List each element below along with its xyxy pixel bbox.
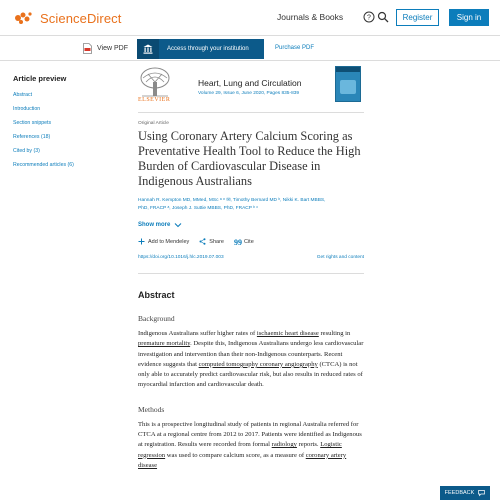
divider xyxy=(138,112,364,113)
show-more-button[interactable] xyxy=(138,222,364,228)
cover-graphic xyxy=(340,80,356,94)
coronary-artery-disease-link[interactable]: coronary artery disease xyxy=(138,451,347,469)
abstract-heading: Abstract xyxy=(138,290,175,300)
register-button[interactable]: Register xyxy=(396,9,439,26)
text-span: . Despite this, Indigenous Australians undergo less cardiovascular investigation and intervention than their non-Indigenous counterparts. Recent evidence suggests that xyxy=(138,340,364,368)
sidebar-title: Article preview xyxy=(13,74,67,83)
sidebar-item-abstract[interactable]: Abstract xyxy=(13,92,33,98)
view-pdf-label: View PDF xyxy=(97,45,128,52)
article-type: Original Article xyxy=(138,121,169,126)
sidebar-item-introduction[interactable]: Introduction xyxy=(13,106,41,112)
author-line[interactable]: Hannah R. Kempton MD, MMed, MSc ᵃ ⁸ ✉, Timothy Bernard MD ᵇ, Nikki K. Bart MBBS, xyxy=(138,198,326,203)
search-icon[interactable] xyxy=(377,11,389,23)
sidebar-item-references[interactable]: References (18) xyxy=(13,134,51,140)
article-toolbar xyxy=(0,37,500,61)
svg-text:?: ? xyxy=(367,14,371,22)
add-to-mendeley-button[interactable] xyxy=(138,238,189,245)
sidebar-item-recommended[interactable]: Recommended articles (6) xyxy=(13,162,74,168)
view-pdf-button[interactable] xyxy=(83,43,128,54)
chevron-down-icon xyxy=(174,222,182,228)
logistic-regression-link[interactable]: Logistic regression xyxy=(138,441,342,459)
text-span: resulting in xyxy=(318,330,351,337)
purchase-pdf-link[interactable]: Purchase PDF xyxy=(275,45,315,51)
pdf-icon xyxy=(83,43,92,54)
svg-text:99: 99 xyxy=(233,238,242,247)
journals-books-link[interactable]: Journals & Books xyxy=(277,12,344,22)
ischaemic-heart-disease-link[interactable]: ischaemic heart disease xyxy=(256,330,319,337)
journal-header xyxy=(138,66,364,112)
signin-button[interactable]: Sign in xyxy=(449,9,489,26)
text-span: This is a prospective longitudinal study of patients in regional Australia referred for CTCA at a regional centre from 2012 to 2017. Patients were identified as Indigenous at registration. Results were recorded from formal xyxy=(138,420,362,449)
journal-issue-info[interactable]: Volume 29, Issue 6, June 2020, Pages 835-839 xyxy=(198,91,300,96)
premature-mortality-link[interactable]: premature mortality xyxy=(138,340,191,348)
sidebar-item-section-snippets[interactable]: Section snippets xyxy=(13,120,52,126)
methods-heading: Methods xyxy=(138,404,165,414)
feedback-button[interactable] xyxy=(440,486,490,500)
article-actions xyxy=(138,238,364,245)
share-label: Share xyxy=(209,238,224,245)
cite-label: Cite xyxy=(243,238,254,245)
journal-cover-image[interactable] xyxy=(335,66,361,102)
divider xyxy=(138,273,364,274)
text-span: reports. xyxy=(296,441,321,449)
doi-link[interactable]: https://doi.org/10.1016/j.hlc.2019.07.003 xyxy=(138,255,224,260)
chat-bubble-icon xyxy=(478,490,485,496)
access-institution-button[interactable] xyxy=(137,39,264,59)
rights-link[interactable]: Get rights and content xyxy=(316,255,364,260)
show-more-label: Show more xyxy=(138,222,171,228)
ctca-link[interactable]: computed tomography coronary angiography xyxy=(198,360,318,368)
cite-button[interactable] xyxy=(234,238,254,245)
author-list xyxy=(138,197,364,213)
doi-row xyxy=(138,255,364,265)
institution-icon-box xyxy=(137,39,159,59)
radiology-link[interactable]: radiology xyxy=(271,441,297,449)
mendeley-label: Add to Mendeley xyxy=(148,238,190,245)
top-header xyxy=(0,0,500,36)
help-icon[interactable] xyxy=(363,11,375,23)
article-outline-sidebar xyxy=(13,74,113,176)
share-button[interactable] xyxy=(199,238,224,245)
background-heading: Background xyxy=(138,314,175,323)
brand-name: ScienceDirect xyxy=(40,10,122,26)
institution-icon xyxy=(143,44,153,54)
text-span: (CTCA) is not only able to accurately predict cardiovascular risk, but also results in reduced rates of myocardial infarction and cardiovascular death. xyxy=(138,360,363,389)
journal-title[interactable]: Heart, Lung and Circulation xyxy=(198,78,302,88)
quote-icon xyxy=(234,238,241,245)
text-span: was used to compare calcium score, as a measure of xyxy=(165,451,306,459)
sidebar-item-cited-by[interactable]: Cited by (3) xyxy=(13,148,40,154)
methods-paragraph xyxy=(138,420,364,471)
share-icon xyxy=(199,238,206,245)
elsevier-wordmark: ELSEVIER xyxy=(138,97,171,103)
cover-band xyxy=(336,67,360,72)
access-label: Access through your institution xyxy=(167,46,249,52)
plus-icon xyxy=(138,238,145,245)
author-line[interactable]: PhD, FRACP ᵃ, Joseph J. Suttie MBBS, PhD, FRACP ᵇ ᶜ xyxy=(138,206,259,211)
brand-link[interactable] xyxy=(12,9,122,27)
text-span: Indigenous Australians suffer higher rates of xyxy=(138,330,257,337)
article-title: Using Coronary Artery Calcium Scoring as Preventative Health Tool to Reduce the High Burden of Cardiovascular Disease in Indigenous Australians xyxy=(138,129,361,188)
background-paragraph xyxy=(138,329,364,391)
sciencedirect-logo-icon xyxy=(12,9,34,27)
feedback-label: FEEDBACK xyxy=(444,490,475,496)
article-main xyxy=(138,66,364,471)
